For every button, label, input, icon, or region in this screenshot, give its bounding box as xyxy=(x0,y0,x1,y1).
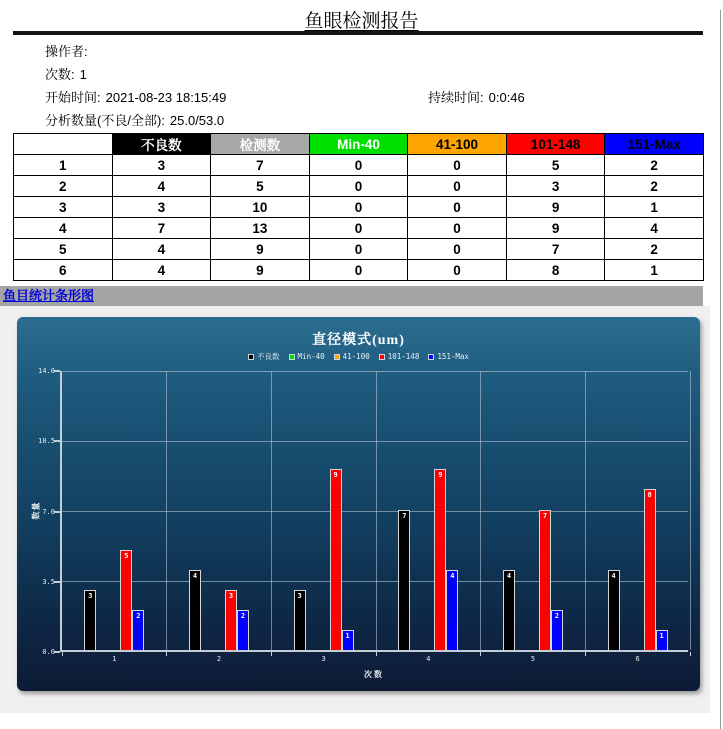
table-cell: 0 xyxy=(309,155,408,176)
legend-label: 41-100 xyxy=(342,352,370,361)
table-row xyxy=(14,260,704,281)
bar-chart-section-link[interactable]: 鱼目统计条形图 xyxy=(3,288,95,303)
start-time-field xyxy=(45,86,723,109)
table-cell: 1 xyxy=(14,155,113,176)
analysis-count-value: 25.0/53.0 xyxy=(169,113,225,128)
table-row xyxy=(14,155,704,176)
x-axis-tick xyxy=(690,652,691,656)
gridline-vertical xyxy=(271,371,272,650)
table-cell: 0 xyxy=(408,218,507,239)
bar xyxy=(225,590,237,650)
x-axis-tick xyxy=(480,652,481,656)
bar xyxy=(132,610,144,650)
legend-swatch-icon xyxy=(428,354,434,360)
table-cell: 0 xyxy=(309,239,408,260)
x-tick-label: 4 xyxy=(426,655,431,663)
x-tick-label: 2 xyxy=(216,655,222,663)
table-cell: 5 xyxy=(506,155,605,176)
bar xyxy=(608,570,620,650)
table-cell: 9 xyxy=(506,218,605,239)
x-tick-label: 6 xyxy=(635,655,640,663)
x-tick-label: 3 xyxy=(321,655,326,663)
count-label: 次数: xyxy=(45,67,75,82)
table-cell: 1 xyxy=(605,197,704,218)
table-cell: 4 xyxy=(112,260,211,281)
start-time-value: 2021-08-23 18:15:49 xyxy=(105,90,227,105)
legend-swatch-icon xyxy=(248,354,254,360)
table-cell: 8 xyxy=(506,260,605,281)
table-cell: 0 xyxy=(408,197,507,218)
bar xyxy=(330,469,342,650)
bar-value-label: 2 xyxy=(136,611,141,620)
table-cell: 0 xyxy=(408,176,507,197)
chart-title: 直径模式(um) xyxy=(312,333,405,348)
table-cell: 4 xyxy=(112,239,211,260)
x-axis-tick xyxy=(585,652,586,656)
page-title: 鱼眼检测报告 xyxy=(304,11,419,32)
bar-value-label: 2 xyxy=(554,611,560,620)
bar xyxy=(644,489,656,650)
table-row xyxy=(14,176,704,197)
table-cell: 0 xyxy=(408,239,507,260)
bar xyxy=(551,610,563,650)
gridline-vertical xyxy=(585,371,586,650)
legend-swatch-icon xyxy=(334,354,340,360)
bar xyxy=(84,590,96,650)
count-value: 1 xyxy=(79,67,87,82)
table-header-cell: 101-148 xyxy=(506,134,605,155)
legend-item xyxy=(379,352,420,361)
table-header-cell: 151-Max xyxy=(605,134,704,155)
bar-value-label: 3 xyxy=(88,591,93,600)
duration-field xyxy=(428,86,525,109)
table-cell: 0 xyxy=(309,176,408,197)
table-cell: 7 xyxy=(506,239,605,260)
table-cell: 0 xyxy=(309,260,408,281)
gridline-vertical xyxy=(480,371,481,650)
legend-item xyxy=(289,352,325,361)
bar-value-label: 4 xyxy=(192,571,198,580)
table-cell: 9 xyxy=(211,260,310,281)
bar xyxy=(539,510,551,651)
legend-label: 151-Max xyxy=(437,352,469,361)
legend-item xyxy=(248,351,280,362)
bar-value-label: 4 xyxy=(506,571,512,580)
bar xyxy=(434,469,446,650)
table-row xyxy=(14,239,704,260)
table-cell: 1 xyxy=(605,260,704,281)
bar-value-label: 4 xyxy=(611,571,616,580)
table-row xyxy=(14,218,704,239)
bar xyxy=(656,630,668,650)
table-cell: 7 xyxy=(211,155,310,176)
legend-label: 不良数 xyxy=(257,352,280,361)
legend-item xyxy=(428,352,469,361)
x-tick-label: 5 xyxy=(530,655,536,663)
bar-value-label: 2 xyxy=(240,611,246,620)
plot-area xyxy=(60,371,688,663)
table-cell: 6 xyxy=(14,260,113,281)
bar xyxy=(294,590,306,650)
bar xyxy=(503,570,515,650)
bar xyxy=(342,630,354,650)
bar xyxy=(120,550,132,650)
y-axis-title: 数量 xyxy=(31,501,41,520)
table-cell: 2 xyxy=(14,176,113,197)
x-axis-title: 次数 xyxy=(364,670,384,679)
count-field xyxy=(45,63,723,86)
x-tick-label: 1 xyxy=(112,655,117,663)
table-cell: 4 xyxy=(14,218,113,239)
legend-label: Min-40 xyxy=(297,352,325,361)
table-cell: 2 xyxy=(605,239,704,260)
table-cell: 4 xyxy=(605,218,704,239)
bar-value-label: 3 xyxy=(228,591,234,600)
bar-value-label: 8 xyxy=(647,491,652,500)
start-time-label: 开始时间: xyxy=(45,90,101,105)
gridline-vertical xyxy=(690,371,691,650)
legend-label: 101-148 xyxy=(387,352,420,361)
legend-item xyxy=(334,352,370,361)
operator-field xyxy=(45,40,723,63)
chart-section xyxy=(0,306,710,713)
table-cell: 0 xyxy=(408,260,507,281)
bar xyxy=(237,610,249,650)
bar-value-label: 9 xyxy=(333,471,338,480)
table-header-cell xyxy=(14,134,113,155)
table-cell: 0 xyxy=(309,218,408,239)
analysis-count-field xyxy=(45,109,723,132)
duration-value: 0:0:46 xyxy=(488,90,525,105)
bar-value-label: 7 xyxy=(402,511,407,520)
table-cell: 3 xyxy=(506,176,605,197)
x-axis-tick xyxy=(271,652,272,656)
page-right-border xyxy=(720,10,721,729)
table-cell: 9 xyxy=(211,239,310,260)
gridline-vertical xyxy=(376,371,377,650)
legend-swatch-icon xyxy=(289,354,295,360)
chart-legend xyxy=(17,351,700,362)
table-cell: 4 xyxy=(112,176,211,197)
bar-value-label: 7 xyxy=(542,511,548,520)
bar xyxy=(446,570,458,650)
table-header-cell: 41-100 xyxy=(408,134,507,155)
section-bar xyxy=(0,286,703,306)
bar-value-label: 3 xyxy=(297,591,302,600)
table-cell: 3 xyxy=(112,155,211,176)
table-cell: 9 xyxy=(506,197,605,218)
table-cell: 7 xyxy=(112,218,211,239)
chart-panel xyxy=(17,317,700,691)
bar-value-label: 9 xyxy=(438,471,443,480)
table-cell: 3 xyxy=(112,197,211,218)
bar xyxy=(398,510,410,651)
bar-value-label: 4 xyxy=(450,571,455,580)
bar xyxy=(189,570,201,650)
y-tick-label: 0.0 xyxy=(42,648,55,656)
duration-label: 持续时间: xyxy=(428,90,484,105)
table-cell: 13 xyxy=(211,218,310,239)
table-cell: 10 xyxy=(211,197,310,218)
y-tick-label: 14.0 xyxy=(38,367,55,375)
table-row xyxy=(14,197,704,218)
table-header-cell: Min-40 xyxy=(309,134,408,155)
table-cell: 5 xyxy=(14,239,113,260)
gridline-vertical xyxy=(166,371,167,650)
table-cell: 2 xyxy=(605,155,704,176)
bar-value-label: 1 xyxy=(659,631,664,640)
y-tick-label: 7.0 xyxy=(42,507,55,516)
table-cell: 0 xyxy=(309,197,408,218)
table-header-cell: 不良数 xyxy=(112,134,211,155)
operator-label: 操作者: xyxy=(45,44,88,59)
table-cell: 5 xyxy=(211,176,310,197)
y-tick-label: 10.5 xyxy=(38,437,55,446)
bar-value-label: 1 xyxy=(345,631,350,640)
table-cell: 2 xyxy=(605,176,704,197)
table-cell: 3 xyxy=(14,197,113,218)
results-table xyxy=(13,133,704,281)
report-fields xyxy=(45,40,723,132)
y-tick-label: 3.5 xyxy=(42,577,55,586)
table-cell: 0 xyxy=(408,155,507,176)
x-axis-tick xyxy=(62,652,63,656)
legend-swatch-icon xyxy=(379,354,385,360)
x-axis-tick xyxy=(166,652,167,656)
bar-value-label: 5 xyxy=(124,551,129,560)
analysis-count-label: 分析数量(不良/全部): xyxy=(45,113,165,128)
x-axis-tick xyxy=(376,652,377,656)
table-header-cell: 检测数 xyxy=(211,134,310,155)
